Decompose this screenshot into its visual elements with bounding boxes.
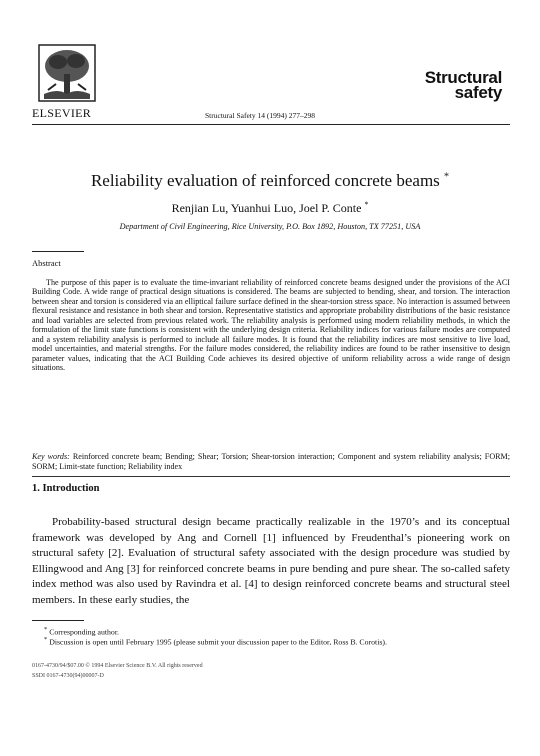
footnote-text: Corresponding author.: [49, 627, 119, 637]
journal-logo-text: [406, 70, 502, 100]
header-rule: [32, 124, 510, 125]
keywords-rule: [32, 476, 510, 477]
citation-line: Structural Safety 14 (1994) 277–298: [205, 111, 315, 120]
journal-name-line2: safety: [454, 83, 502, 102]
journal-name-line1: Structural: [424, 68, 502, 87]
corresponding-author-mark: *: [364, 200, 369, 209]
affiliation: Department of Civil Engineering, Rice University, P.O. Box 1892, Houston, TX 77251, USA: [119, 222, 421, 231]
article-title: [0, 171, 540, 191]
footnote-mark: *: [44, 636, 48, 643]
author-names: Renjian Lu, Yuanhui Luo, Joel P. Conte: [171, 201, 362, 215]
footnote-mark: *: [44, 626, 48, 633]
title-footnote-mark: *: [444, 171, 450, 183]
footnote-rule: [32, 620, 84, 621]
elsevier-tree-logo: [38, 44, 96, 102]
keywords-text: Reinforced concrete beam; Bending; Shear; Torsion; Shear-torsion interaction; Component and system reliability analysis; FORM; SORM; Limit-state function; Reliability index: [32, 452, 511, 471]
abstract-rule: [32, 251, 84, 252]
copyright-line: 0167-4730/94/$07.00 © 1994 Elsevier Science B.V. All rights reserved: [32, 663, 203, 669]
footnote-corresponding: [44, 626, 119, 637]
publisher-name: ELSEVIER: [32, 106, 92, 120]
footnote-discussion: [44, 636, 387, 647]
keywords: [32, 452, 510, 471]
ssdi-line: SSDI 0167-4730(94)00007-D: [32, 673, 104, 679]
article-title-text: Reliability evaluation of reinforced concrete beams: [90, 171, 440, 190]
section-heading: 1. Introduction: [32, 483, 100, 494]
intro-paragraph: Probability-based structural design became practically realizable in the 1970’s and its conceptual framework was developed by Ang and Cornell [1] influenced by Freudenthal’s pioneering work on structural safety [2]. Evaluation of structural safety associated with the design procedure was studied by Ellingwood and Ang [3] for reinforced concrete beams in pure bending and pure shear. The so-called safety index method was also used by Ravindra et al. [4] to design reinforced concrete beams and structural steel members. In these early studies, the: [32, 516, 510, 606]
abstract-text: The purpose of this paper is to evaluate the time-invariant reliability of reinforced concrete beams designed under the provisions of the ACI Building Code. A wide range of practical design situations is considered. The beams are subjected to bending, shear, and torsion. The interaction between shear and torsion is considered via an elliptical failure surface defined in the shear-torsion stress space. No interaction is assumed between flexural resistance and resistance in both shear and torsion. Representative statistics and appropriate probability distributions of the basic resistance and load variables are selected from previous related work. The reliability analysis is performed using modern reliability methods, in which the formulation of the limit state functions is consistent with the underlying design criteria. Reliability indices for various failure modes are computed and a system reliability analysis is performed to include all failure modes. It is found that the reliability indices are most sensitive to live load, model uncertainties, and material strengths. For the failure modes considered, the reliability indices are found to be rather insensitive to design parameter values, indicating that the ACI Building Code achieves its desired objective of uniform reliability across a wide range of design situations.: [32, 278, 510, 373]
footnote-text: Discussion is open until February 1995 (please submit your discussion paper to the Editor, Ross B. Corotis).: [49, 637, 387, 647]
keywords-label: Key words:: [32, 452, 70, 461]
author-list: [0, 200, 540, 216]
abstract-heading: Abstract: [32, 258, 61, 268]
